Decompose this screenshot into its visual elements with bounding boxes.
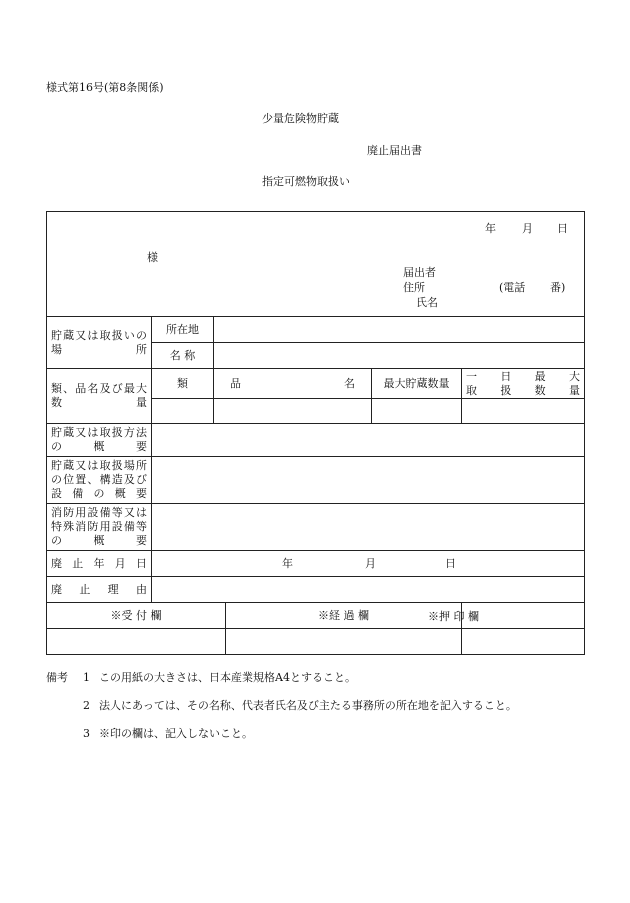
- phone-label: (電話: [499, 281, 526, 294]
- abolish-reason-field[interactable]: [152, 577, 585, 603]
- facility-name-label: 名 称: [152, 343, 214, 369]
- abolish-reason-label: 廃止理由: [47, 577, 152, 603]
- date-day: 日: [557, 222, 568, 235]
- addressee-suffix: 様: [147, 251, 158, 264]
- storage-place-label: 貯蔵又は取扱いの場所: [47, 317, 152, 369]
- progress-field[interactable]: [226, 629, 462, 655]
- seal-field[interactable]: [462, 629, 585, 655]
- abolish-date-label: 廃止年月日: [47, 551, 152, 577]
- name-label: 氏名: [416, 296, 438, 309]
- structure-label: 貯蔵又は取扱場所の位置、構造及び設備の概要: [47, 457, 152, 504]
- form-number: 様式第16号(第8条関係): [46, 81, 164, 94]
- note-3-text: ※印の欄は、記入しないこと。: [99, 727, 253, 740]
- col-item-char2: 名: [344, 377, 355, 390]
- reception-header: ※受 付 欄: [47, 603, 226, 629]
- progress-header: ※経 過 欄: [226, 603, 462, 629]
- note-3-number: 3: [83, 727, 90, 740]
- method-field[interactable]: [152, 424, 585, 457]
- location-label: 所在地: [152, 317, 214, 343]
- col-daily-max-header: [462, 369, 585, 399]
- seal-header-text: ※押 印 欄: [428, 610, 479, 623]
- abolish-date-field[interactable]: [152, 551, 585, 577]
- col-item-char1: 品: [230, 377, 241, 390]
- note-2-text: 法人にあっては、その名称、代表者氏名及び主たる事務所の所在地を記入すること。: [99, 699, 517, 712]
- facility-name-field[interactable]: [214, 343, 585, 369]
- note-1-number: 1: [83, 671, 90, 684]
- fire-equipment-field[interactable]: [152, 504, 585, 551]
- type-field[interactable]: [152, 399, 214, 424]
- title-line-2: 廃止届出書: [367, 144, 422, 157]
- col-type-header: 類: [152, 369, 214, 399]
- seal-header: [428, 603, 585, 629]
- col-daily-max-line1: 一 日 最 大: [466, 369, 581, 383]
- method-label: 貯蔵又は取扱方法の概要: [47, 424, 152, 457]
- date-year: 年: [485, 222, 496, 235]
- item-name-field[interactable]: [214, 399, 372, 424]
- fire-equipment-label: 消防用設備等又は特殊消防用設備等の概要: [47, 504, 152, 551]
- note-1-text: この用紙の大きさは、日本産業規格A4とすること。: [99, 671, 356, 684]
- abolish-month: 月: [365, 557, 376, 570]
- reception-field[interactable]: [47, 629, 226, 655]
- col-daily-max-line2: 取 扱 数 量: [466, 383, 581, 397]
- phone-suffix: 番): [550, 281, 566, 294]
- types-label: 類、品名及び最大数量: [47, 369, 152, 424]
- title-line-3: 指定可燃物取扱い: [262, 175, 350, 188]
- max-storage-field[interactable]: [372, 399, 462, 424]
- title-line-1: 少量危険物貯蔵: [262, 112, 339, 125]
- location-field[interactable]: [214, 317, 585, 343]
- address-label: 住所: [403, 281, 425, 294]
- applicant-label: 届出者: [403, 266, 436, 279]
- abolish-day: 日: [445, 557, 456, 570]
- note-2-number: 2: [83, 699, 90, 712]
- col-item-header: [214, 369, 372, 399]
- abolish-year: 年: [282, 557, 293, 570]
- notification-form-table: [46, 211, 585, 655]
- structure-field[interactable]: [152, 457, 585, 504]
- date-month: 月: [522, 222, 533, 235]
- applicant-block[interactable]: [47, 212, 585, 317]
- notes-prefix: 備考: [46, 671, 68, 684]
- col-max-storage-header: 最大貯蔵数量: [372, 369, 462, 399]
- daily-max-field[interactable]: [462, 399, 585, 424]
